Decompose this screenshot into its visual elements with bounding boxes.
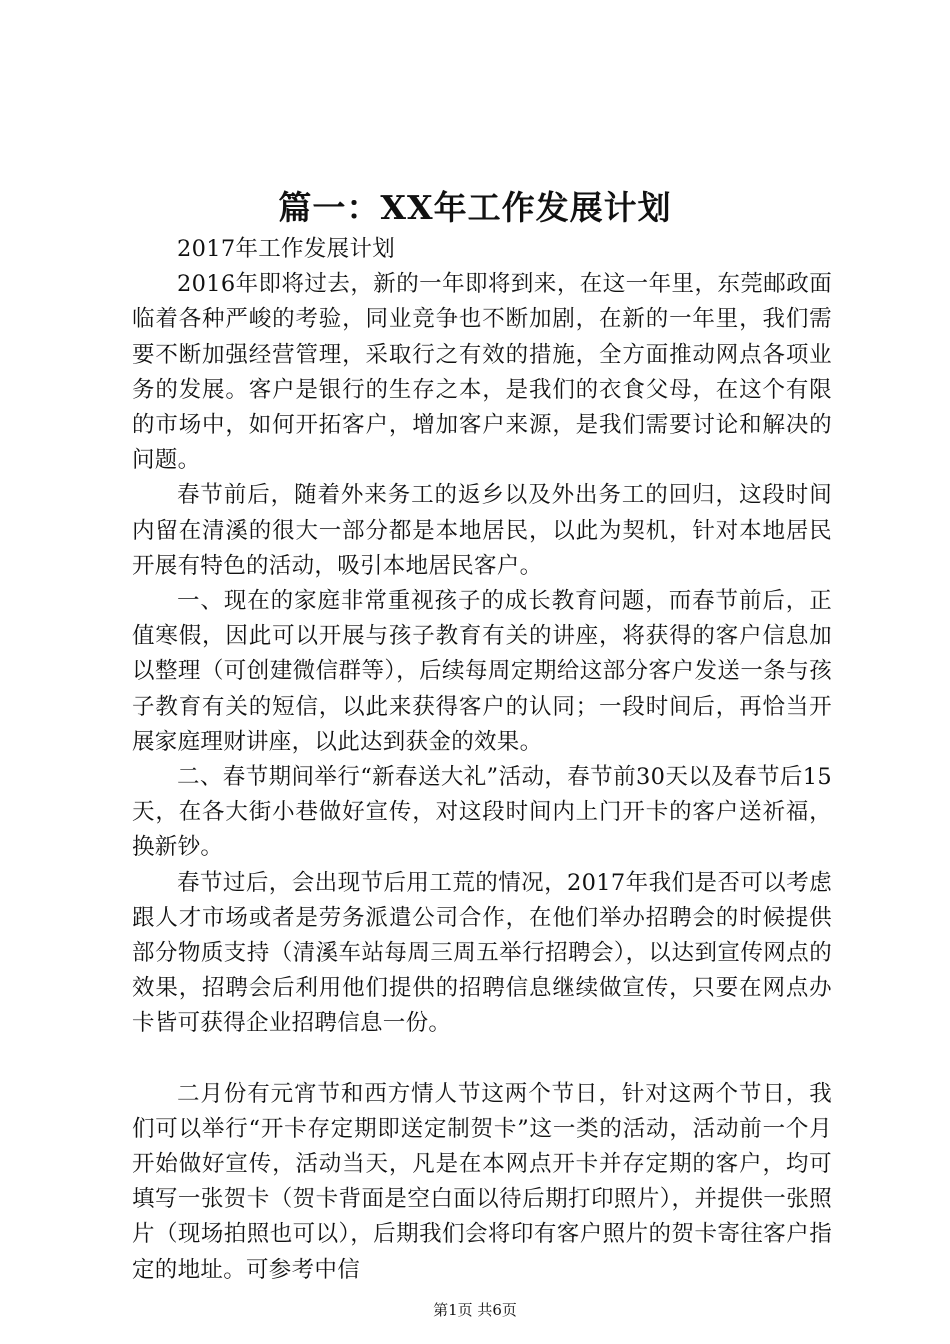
paragraph: 春节前后，随着外来务工的返乡以及外出务工的回归，这段时间内留在清溪的很大一部分都是本地居民，以此为契机，针对本地居民开展有特色的活动，吸引本地居民客户。 — [132, 482, 832, 579]
paragraph: 二、春节期间举行“新春送大礼”活动，春节前30天以及春节后15天，在各大街小巷做好宣传，对这段时间内上门开卡的客户送祈福，换新钞。 — [132, 764, 832, 861]
paragraph: 一、现在的家庭非常重视孩子的成长教育问题，而春节前后，正值寒假，因此可以开展与孩子教育有关的讲座，将获得的客户信息加以整理（可创建微信群等），后续每周定期给这部分客户发送一条与孩子教育有关的短信，以此来获得客户的认同；一段时间后，再恰当开展家庭理财讲座，以此达到获金的效果。 — [132, 588, 832, 755]
document-title: 篇一：XX年工作发展计划 — [278, 188, 672, 227]
paragraph-subtitle: 2017年工作发展计划 — [177, 236, 396, 262]
page-number-footer: 第1页 共6页 — [433, 1301, 517, 1319]
paragraph: 春节过后，会出现节后用工荒的情况，2017年我们是否可以考虑跟人才市场或者是劳务派遣公司合作，在他们举办招聘会的时候提供部分物质支持（清溪车站每周三周五举行招聘会），以达到宣传网点的效果，招聘会后利用他们提供的招聘信息继续做宣传，只要在网点办卡皆可获得企业招聘信息一份。 — [132, 869, 832, 1037]
document-body — [132, 232, 832, 1288]
paragraph: 2016年即将过去，新的一年即将到来，在这一年里，东莞邮政面临着各种严峻的考验，同业竞争也不断加剧，在新的一年里，我们需要不断加强经营管理，采取行之有效的措施，全方面推动网点各项业务的发展。客户是银行的生存之本，是我们的衣食父母，在这个有限的市场中，如何开拓客户，增加客户来源，是我们需要讨论和解决的问题。 — [132, 271, 832, 474]
paragraph: 二月份有元宵节和西方情人节这两个节日，针对这两个节日，我们可以举行“开卡存定期即送定制贺卡”这一类的活动，活动前一个月开始做好宣传，活动当天，凡是在本网点开卡并存定期的客户，均可填写一张贺卡（贺卡背面是空白面以待后期打印照片），并提供一张照片（现场拍照也可以），后期我们会将印有客户照片的贺卡寄往客户指定的地址。可参考中信 — [132, 1080, 832, 1283]
